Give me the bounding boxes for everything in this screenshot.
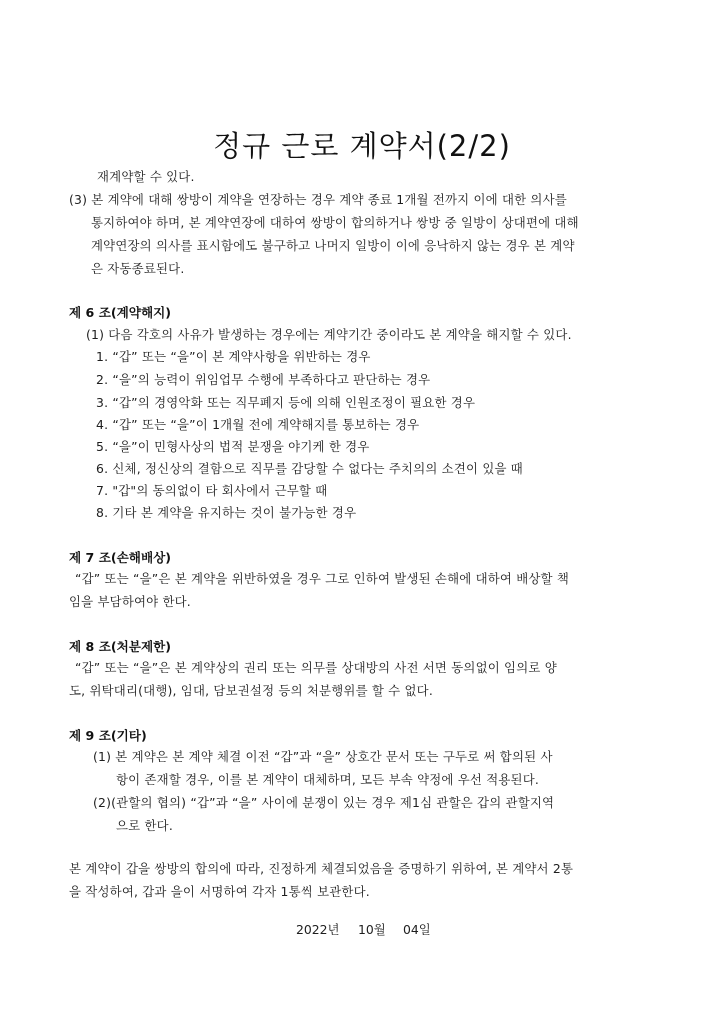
intro-line-1: 재계약할 수 있다. (97, 169, 195, 184)
closing-line-1: 본 계약이 갑을 쌍방의 합의에 따라, 진정하게 체결되었음을 증명하기 위하여, 본 계약서 2통 (69, 861, 574, 876)
article-6-item-3: 3. “갑”의 경영악화 또는 직무폐지 등에 의해 인원조정이 필요한 경우 (96, 395, 476, 410)
intro-line-4: 계약연장의 의사를 표시함에도 불구하고 나머지 일방이 이에 응낙하지 않는 경우 본 계약 (91, 238, 575, 253)
date-month: 10월 (358, 922, 386, 937)
article-6-intro: (1) 다음 각호의 사유가 발생하는 경우에는 계약기간 중이라도 본 계약을 해지할 수 있다. (86, 327, 572, 342)
article-6-item-4: 4. “갑” 또는 “을”이 1개월 전에 계약해지를 통보하는 경우 (96, 417, 420, 432)
article-6-item-5: 5. “을”이 민형사상의 법적 분쟁을 야기케 한 경우 (96, 439, 370, 454)
article-7-line-1: “갑” 또는 “을”은 본 계약을 위반하였을 경우 그로 인하여 발생된 손해에 대하여 배상할 책 (75, 571, 570, 586)
article-7-line-2: 임을 부담하여야 한다. (69, 594, 191, 609)
date-day: 04일 (403, 922, 431, 937)
article-6-item-7: 7. "갑"의 동의없이 타 회사에서 근무할 때 (96, 483, 328, 498)
article-8-line-2: 도, 위탁대리(대행), 임대, 담보권설정 등의 처분행위를 할 수 없다. (69, 683, 433, 698)
article-6-item-6: 6. 신체, 정신상의 결함으로 직무를 감당할 수 없다는 주치의의 소견이 있을 때 (96, 461, 523, 476)
article-7-heading: 제 7 조(손해배상) (69, 550, 172, 565)
closing-line-2: 을 작성하여, 갑과 을이 서명하여 각자 1통씩 보관한다. (69, 884, 370, 899)
article-9-line-2: 항이 존재할 경우, 이를 본 계약이 대체하며, 모든 부속 약정에 우선 적용된다. (116, 772, 540, 787)
article-8-line-1: “갑” 또는 “을”은 본 계약상의 권리 또는 의무를 상대방의 사전 서면 동의없이 임의로 양 (75, 660, 557, 675)
article-6-item-8: 8. 기타 본 계약을 유지하는 것이 불가능한 경우 (96, 505, 357, 520)
article-9-line-4: 으로 한다. (116, 818, 173, 833)
article-6-heading: 제 6 조(계약해지) (69, 305, 172, 320)
article-9-heading: 제 9 조(기타) (69, 728, 147, 743)
article-9-line-3: (2)(관할의 협의) “갑”과 “을” 사이에 분쟁이 있는 경우 제1심 관할은 갑의 관할지역 (93, 795, 555, 810)
document-title: 정규 근로 계약서(2/2) (213, 129, 511, 163)
article-6-item-1: 1. “갑” 또는 “을”이 본 계약사항을 위반하는 경우 (96, 349, 371, 364)
intro-line-5: 은 자동종료된다. (91, 261, 185, 276)
intro-line-2: (3) 본 계약에 대해 쌍방이 계약을 연장하는 경우 계약 종료 1개월 전까지 이에 대한 의사를 (69, 192, 567, 207)
intro-line-3: 통지하여야 하며, 본 계약연장에 대하여 쌍방이 합의하거나 쌍방 중 일방이 상대편에 대해 (91, 215, 579, 230)
article-8-heading: 제 8 조(처분제한) (69, 639, 172, 654)
article-6-item-2: 2. “을”의 능력이 위임업무 수행에 부족하다고 판단하는 경우 (96, 372, 431, 387)
date-year: 2022년 (296, 922, 340, 937)
article-9-line-1: (1) 본 계약은 본 계약 체결 이전 “갑”과 “을” 상호간 문서 또는 구두로 써 합의된 사 (93, 749, 553, 764)
